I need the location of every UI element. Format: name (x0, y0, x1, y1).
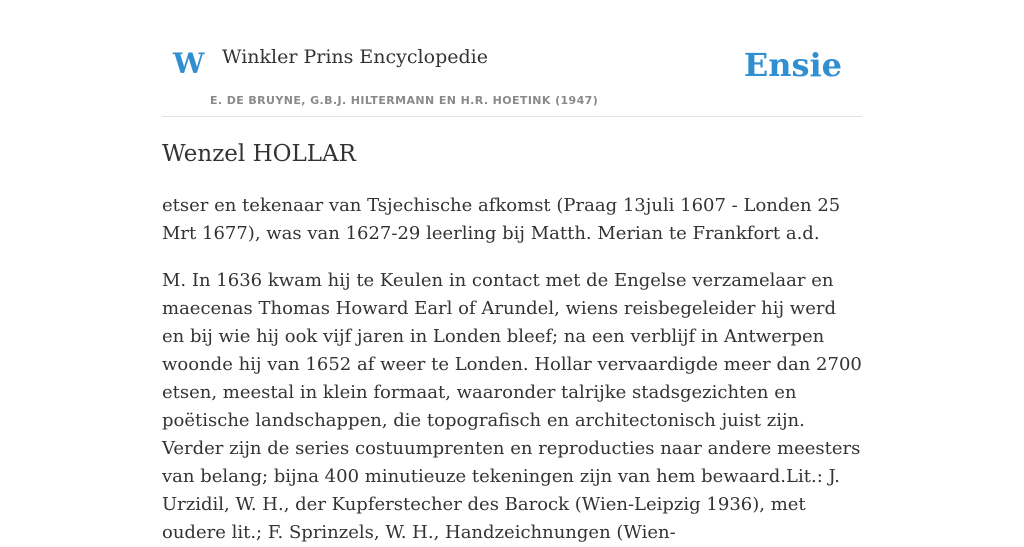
article-title: Wenzel HOLLAR (162, 141, 356, 167)
source-header (162, 0, 862, 117)
source-authors: E. DE BRUYNE, G.B.J. HILTERMANN EN H.R. HOETINK (1947) (210, 94, 599, 107)
article-paragraph-2: M. In 1636 kwam hij te Keulen in contact met de Engelse verzamelaar en maecenas Thomas Howard Earl of Arundel, wiens reisbegeleider hij werd en bij wie hij ook vijf jaren in Londen bleef; na een verblijf in Antwerpen woonde hij van 1652 af weer te Londen. Hollar vervaardigde meer dan 2700 etsen, meestal in klein formaat, waaronder talrijke stadsgezichten en poëtische landschappen, die topografisch en architectonisch juist zijn. Verder zijn de series costuumprenten en reproducties naar andere meesters van belang; bijna 400 minutieuze tekeningen zijn van hem bewaard.Lit.: J. Urzidil, W. H., der Kupferstecher des Barock (Wien-Leipzig 1936), met oudere lit.; F. Sprinzels, W. H., Handzeichnungen (Wien- (162, 270, 862, 543)
article-paragraph-1: etser en tekenaar van Tsjechische afkomst (Praag 13juli 1607 - Londen 25 Mrt 1677), was van 1627-29 leerling bij Matth. Merian te Frankfort a.d. (162, 195, 841, 244)
winkler-prins-logo[interactable]: W (173, 47, 205, 80)
source-title[interactable]: Winkler Prins Encyclopedie (222, 46, 488, 68)
article (162, 136, 862, 547)
ensie-logo[interactable]: Ensie (743, 46, 842, 84)
